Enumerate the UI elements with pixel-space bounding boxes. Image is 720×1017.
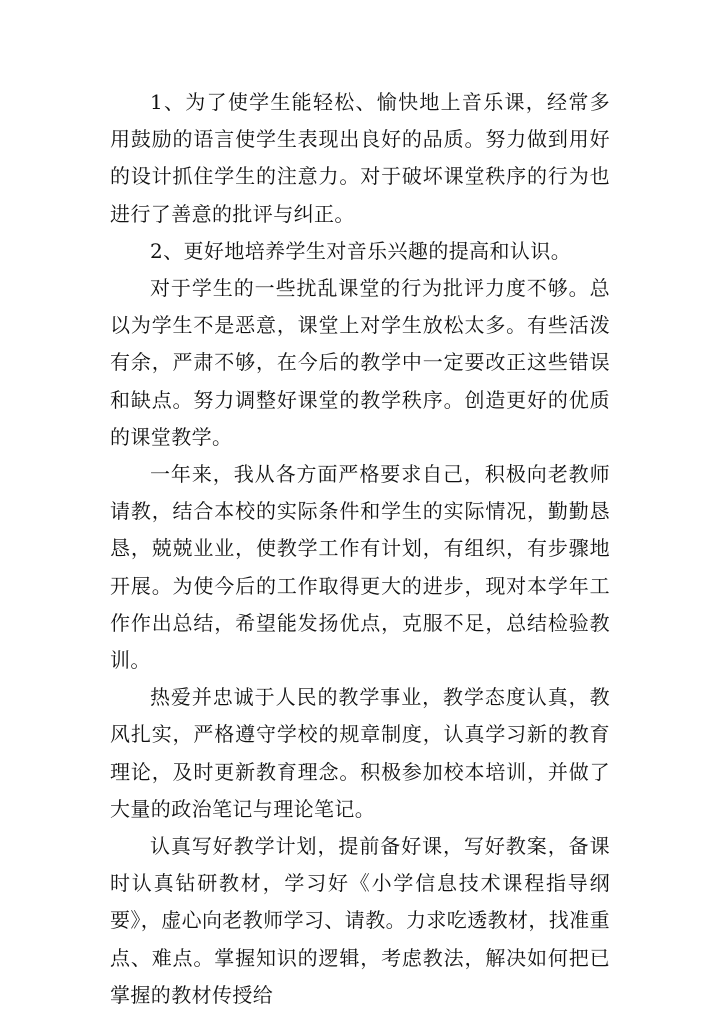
paragraph-1: 1、为了使学生能轻松、愉快地上音乐课，经常多用鼓励的语言使学生表现出良好的品质。努力做到用好的设计抓住学生的注意力。对于破坏课堂秩序的行为也进行了善意的批评与纠正。: [110, 90, 610, 226]
paragraph-5: 热爱并忠诚于人民的教学事业，教学态度认真，教风扎实，严格遵守学校的规章制度，认真学习新的教育理论，及时更新教育理念。积极参加校本培训，并做了大量的政治笔记与理论笔记。: [110, 685, 610, 821]
paragraph-4: 一年来，我从各方面严格要求自己，积极向老教师请教，结合本校的实际条件和学生的实际情况，勤勤恳恳，兢兢业业，使教学工作有计划，有组织，有步骤地开展。为使今后的工作取得更大的进步，现对本学年工作作出总结，希望能发扬优点，克服不足，总结检验教训。: [110, 462, 610, 673]
paragraph-3: 对于学生的一些扰乱课堂的行为批评力度不够。总以为学生不是恶意，课堂上对学生放松太多。有些活泼有余，严肃不够，在今后的教学中一定要改正这些错误和缺点。努力调整好课堂的教学秩序。创造更好的优质的课堂教学。: [110, 276, 610, 449]
paragraph-6: 认真写好教学计划，提前备好课，写好教案，备课时认真钻研教材，学习好《小学信息技术课程指导纲要》，虚心向老教师学习、请教。力求吃透教材，找准重点、难点。掌握知识的逻辑，考虑教法，解决如何把已掌握的教材传授给: [110, 834, 610, 1007]
document-page: [110, 84, 610, 1014]
paragraph-2: 2、更好地培养学生对音乐兴趣的提高和认识。: [150, 238, 572, 263]
